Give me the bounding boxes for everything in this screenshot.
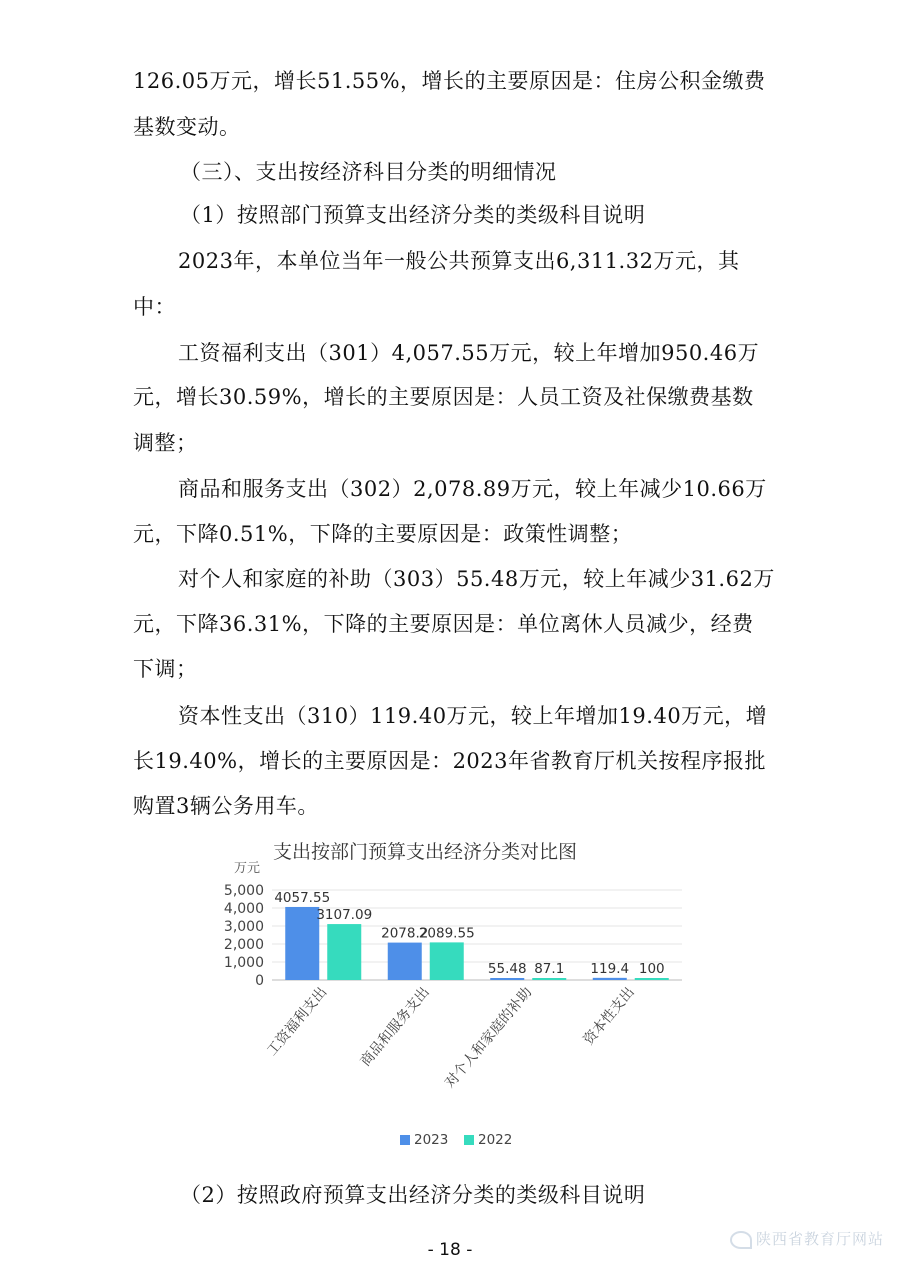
paragraph-line: 中：	[133, 295, 176, 319]
paragraph-line: 资本性支出（310）119.40万元，较上年增加19.40万元，增	[178, 704, 768, 728]
paragraph-line: 2023年，本单位当年一般公共预算支出6,311.32万元，其	[178, 249, 740, 273]
subsection-heading: （2）按照政府预算支出经济分类的类级科目说明	[180, 1183, 646, 1207]
legend-label: 2022	[478, 1132, 513, 1148]
bar-2023	[593, 978, 627, 980]
data-label: 3107.09	[316, 907, 373, 924]
x-tick-label: 对个人和家庭的补助	[442, 984, 536, 1092]
y-tick-label: 2,000	[223, 937, 264, 953]
bar-2023	[388, 943, 422, 980]
paragraph-line: 元，下降36.31%，下降的主要原因是：单位离休人员减少，经费	[133, 612, 754, 636]
bar-2022	[635, 978, 669, 980]
watermark-logo-icon	[730, 1231, 752, 1249]
paragraph-line: 元，下降0.51%，下降的主要原因是：政策性调整；	[133, 522, 633, 546]
bar-2022	[430, 942, 464, 980]
y-tick-label: 3,000	[223, 919, 264, 935]
paragraph-line: 购置3辆公务用车。	[133, 794, 319, 818]
paragraph-line: 下调；	[133, 657, 198, 681]
paragraph-line: 对个人和家庭的补助（303）55.48万元，较上年减少31.62万	[178, 567, 775, 591]
y-tick-label: 0	[255, 973, 264, 989]
x-tick-label: 工资福利支出	[264, 984, 331, 1059]
x-tick-label: 资本性支出	[580, 984, 638, 1049]
y-tick-label: 1,000	[223, 955, 264, 971]
watermark-text: 陕西省教育厅网站	[756, 1230, 885, 1248]
chart-legend	[400, 1132, 512, 1148]
bar-2022	[532, 978, 566, 980]
paragraph-line: 基数变动。	[133, 115, 241, 139]
paragraph-line: 调整；	[133, 431, 198, 455]
paragraph-line: 元，增长30.59%，增长的主要原因是：人员工资及社保缴费基数	[133, 385, 754, 409]
subsection-heading: （1）按照部门预算支出经济分类的类级科目说明	[180, 203, 646, 227]
data-label: 2089.55	[418, 925, 475, 942]
data-label: 4057.55	[274, 889, 331, 906]
legend-swatch	[464, 1135, 474, 1145]
chart-title: 支出按部门预算支出经济分类对比图	[272, 841, 578, 863]
page-number: - 18 -	[427, 1240, 473, 1260]
section-heading: （三）、支出按经济科目分类的明细情况	[180, 160, 557, 184]
y-axis-ticks	[224, 883, 264, 989]
data-label: 100	[638, 961, 665, 977]
x-tick-label: 商品和服务支出	[357, 984, 433, 1070]
paragraph-line: 工资福利支出（301）4,057.55万元，较上年增加950.46万	[178, 341, 760, 365]
bar-2023	[285, 907, 319, 980]
expense-comparison-chart	[220, 832, 690, 1162]
data-label: 119.4	[590, 960, 630, 977]
y-tick-label: 4,000	[223, 901, 264, 917]
paragraph-line: 商品和服务支出（302）2,078.89万元，较上年减少10.66万	[178, 477, 767, 501]
data-label: 55.48	[487, 961, 527, 977]
paragraph-line: 长19.40%，增长的主要原因是：2023年省教育厅机关按程序报批	[133, 749, 767, 773]
paragraph-line: 126.05万元，增长51.55%，增长的主要原因是：住房公积金缴费	[133, 69, 766, 93]
bar-2023	[490, 978, 524, 980]
y-axis-label: 万元	[234, 861, 261, 876]
chart-bars	[274, 890, 668, 980]
x-axis-ticks	[263, 984, 638, 1091]
data-label: 87.1	[534, 961, 565, 977]
chart-svg	[220, 832, 690, 1162]
site-watermark	[730, 1228, 890, 1254]
data-label: 2078.2	[381, 925, 429, 942]
bar-2022	[327, 924, 361, 980]
y-tick-label: 5,000	[223, 883, 264, 899]
legend-label: 2023	[414, 1132, 449, 1148]
legend-swatch	[400, 1135, 410, 1145]
